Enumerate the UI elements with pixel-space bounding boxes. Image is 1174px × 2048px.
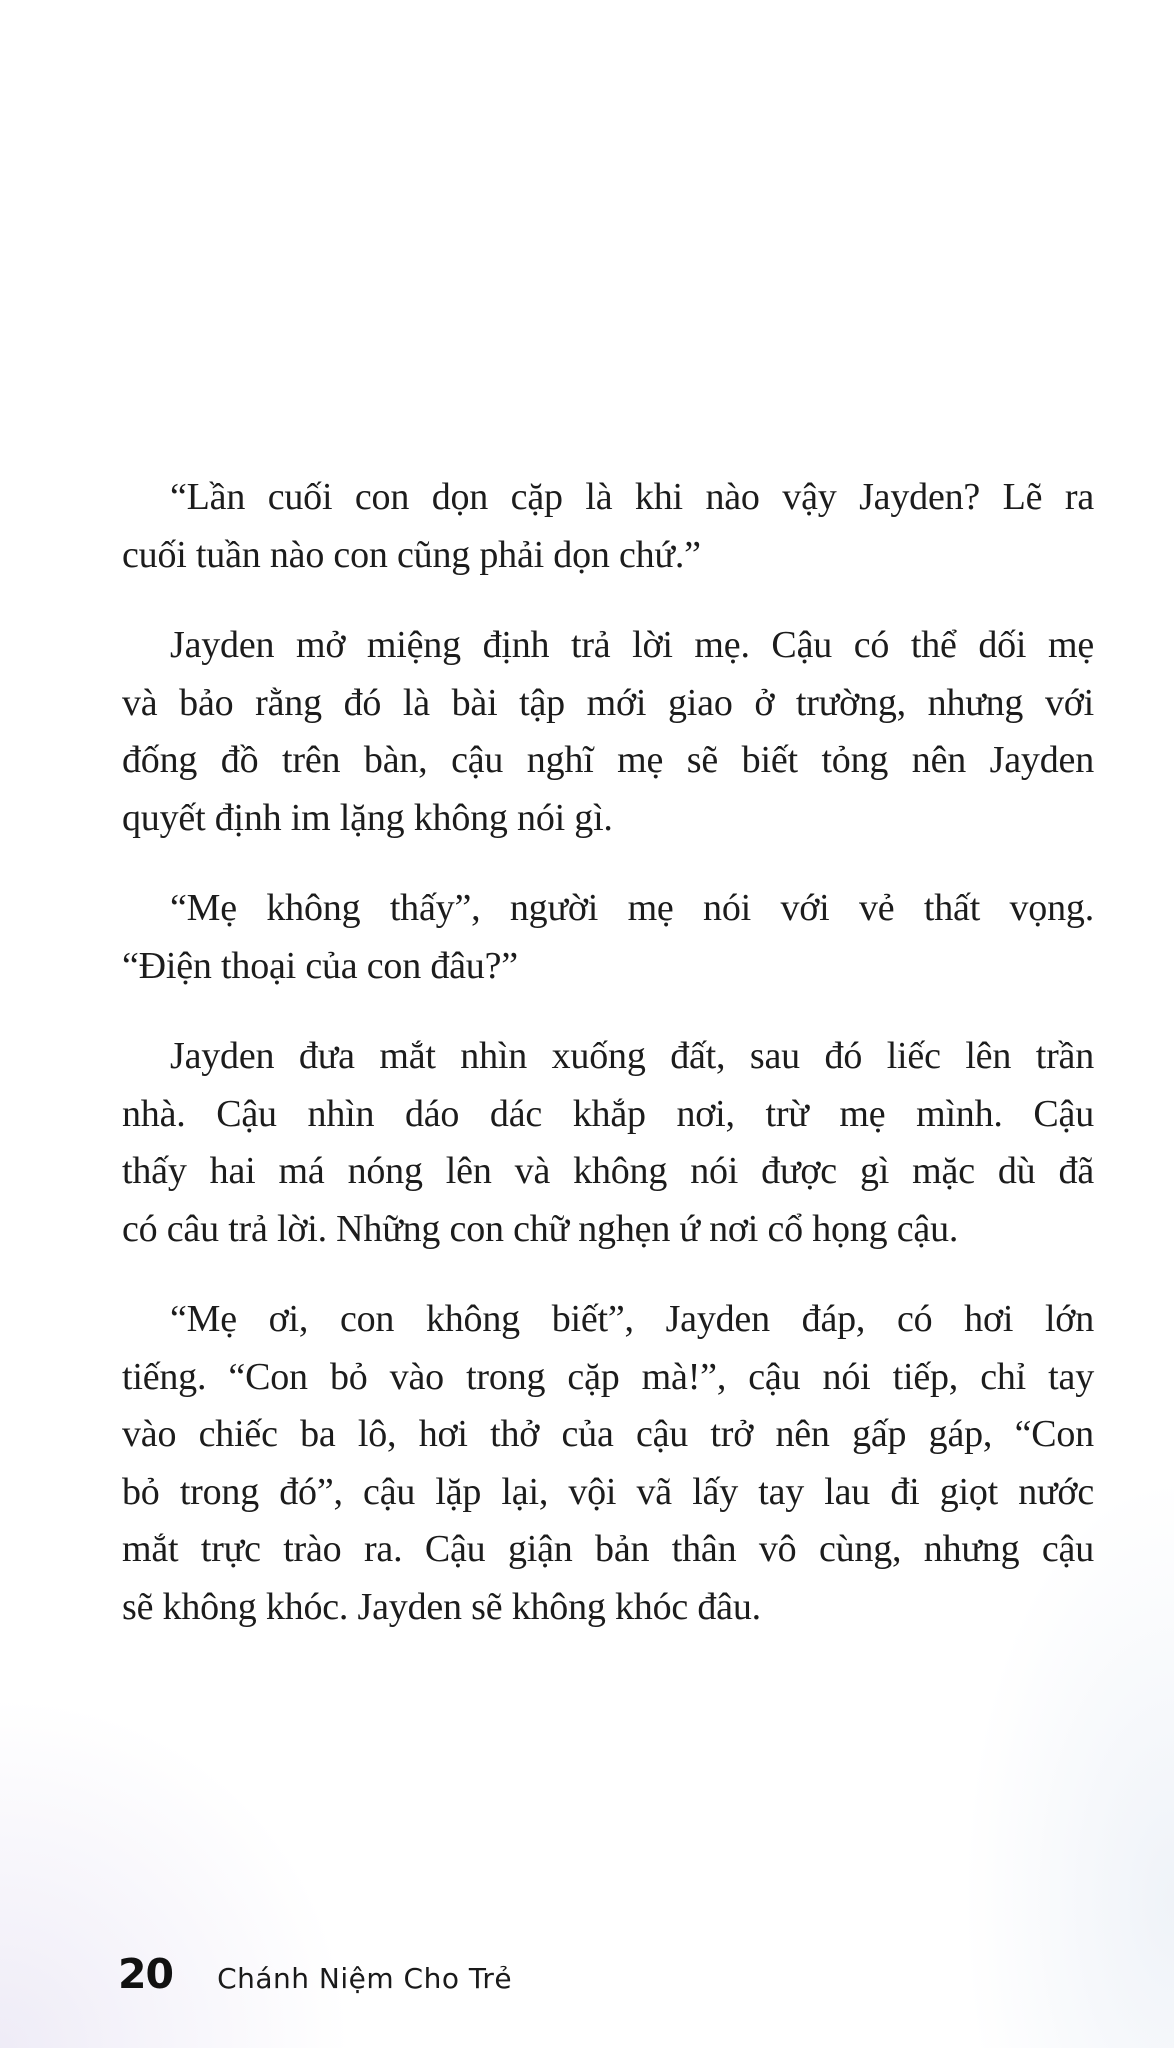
text-line: vào chiếc ba lô, hơi thở của cậu trở nên gấp gáp, “Con (122, 1413, 1094, 1455)
text-line: quyết định im lặng không nói gì. (122, 796, 613, 839)
text-line: Jayden mở miệng định trả lời mẹ. Cậu có thể dối mẹ (170, 624, 1094, 666)
text-line: “Lần cuối con dọn cặp là khi nào vậy Jayden? Lẽ ra (170, 476, 1094, 518)
paragraph-1 (122, 469, 1094, 584)
text-line: mắt trực trào ra. Cậu giận bản thân vô cùng, nhưng cậu (122, 1528, 1094, 1570)
text-line: nhà. Cậu nhìn dáo dác khắp nơi, trừ mẹ mình. Cậu (122, 1092, 1094, 1135)
page-number: 20 (118, 1950, 174, 1998)
text-line: Jayden đưa mắt nhìn xuống đất, sau đó liếc lên trần (170, 1035, 1094, 1077)
paragraph-5 (122, 1291, 1094, 1636)
text-line: “Điện thoại của con đâu?” (122, 944, 518, 987)
text-line: “Mẹ ơi, con không biết”, Jayden đáp, có hơi lớn (170, 1298, 1094, 1340)
text-line: và bảo rằng đó là bài tập mới giao ở trường, nhưng với (122, 681, 1094, 724)
paragraph-4 (122, 1028, 1094, 1258)
paragraph-2 (122, 617, 1094, 847)
text-line: “Mẹ không thấy”, người mẹ nói với vẻ thất vọng. (170, 887, 1094, 929)
page-footer (118, 1950, 513, 2014)
text-line: đống đồ trên bàn, cậu nghĩ mẹ sẽ biết tỏng nên Jayden (122, 739, 1094, 781)
paragraph-3 (122, 880, 1094, 995)
text-line: thấy hai má nóng lên và không nói được gì mặc dù đã (122, 1150, 1094, 1192)
text-line: cuối tuần nào con cũng phải dọn chứ.” (122, 533, 701, 576)
text-line: có câu trả lời. Những con chữ nghẹn ứ nơi cổ họng cậu. (122, 1207, 959, 1250)
text-line: bỏ trong đó”, cậu lặp lại, vội vã lấy tay lau đi giọt nước (122, 1470, 1094, 1513)
text-line: sẽ không khóc. Jayden sẽ không khóc đâu. (122, 1585, 761, 1628)
page-body-text (122, 469, 1094, 1669)
text-line: tiếng. “Con bỏ vào trong cặp mà!”, cậu nói tiếp, chỉ tay (122, 1355, 1094, 1398)
running-book-title: Chánh Niệm Cho Trẻ (217, 1962, 513, 1995)
